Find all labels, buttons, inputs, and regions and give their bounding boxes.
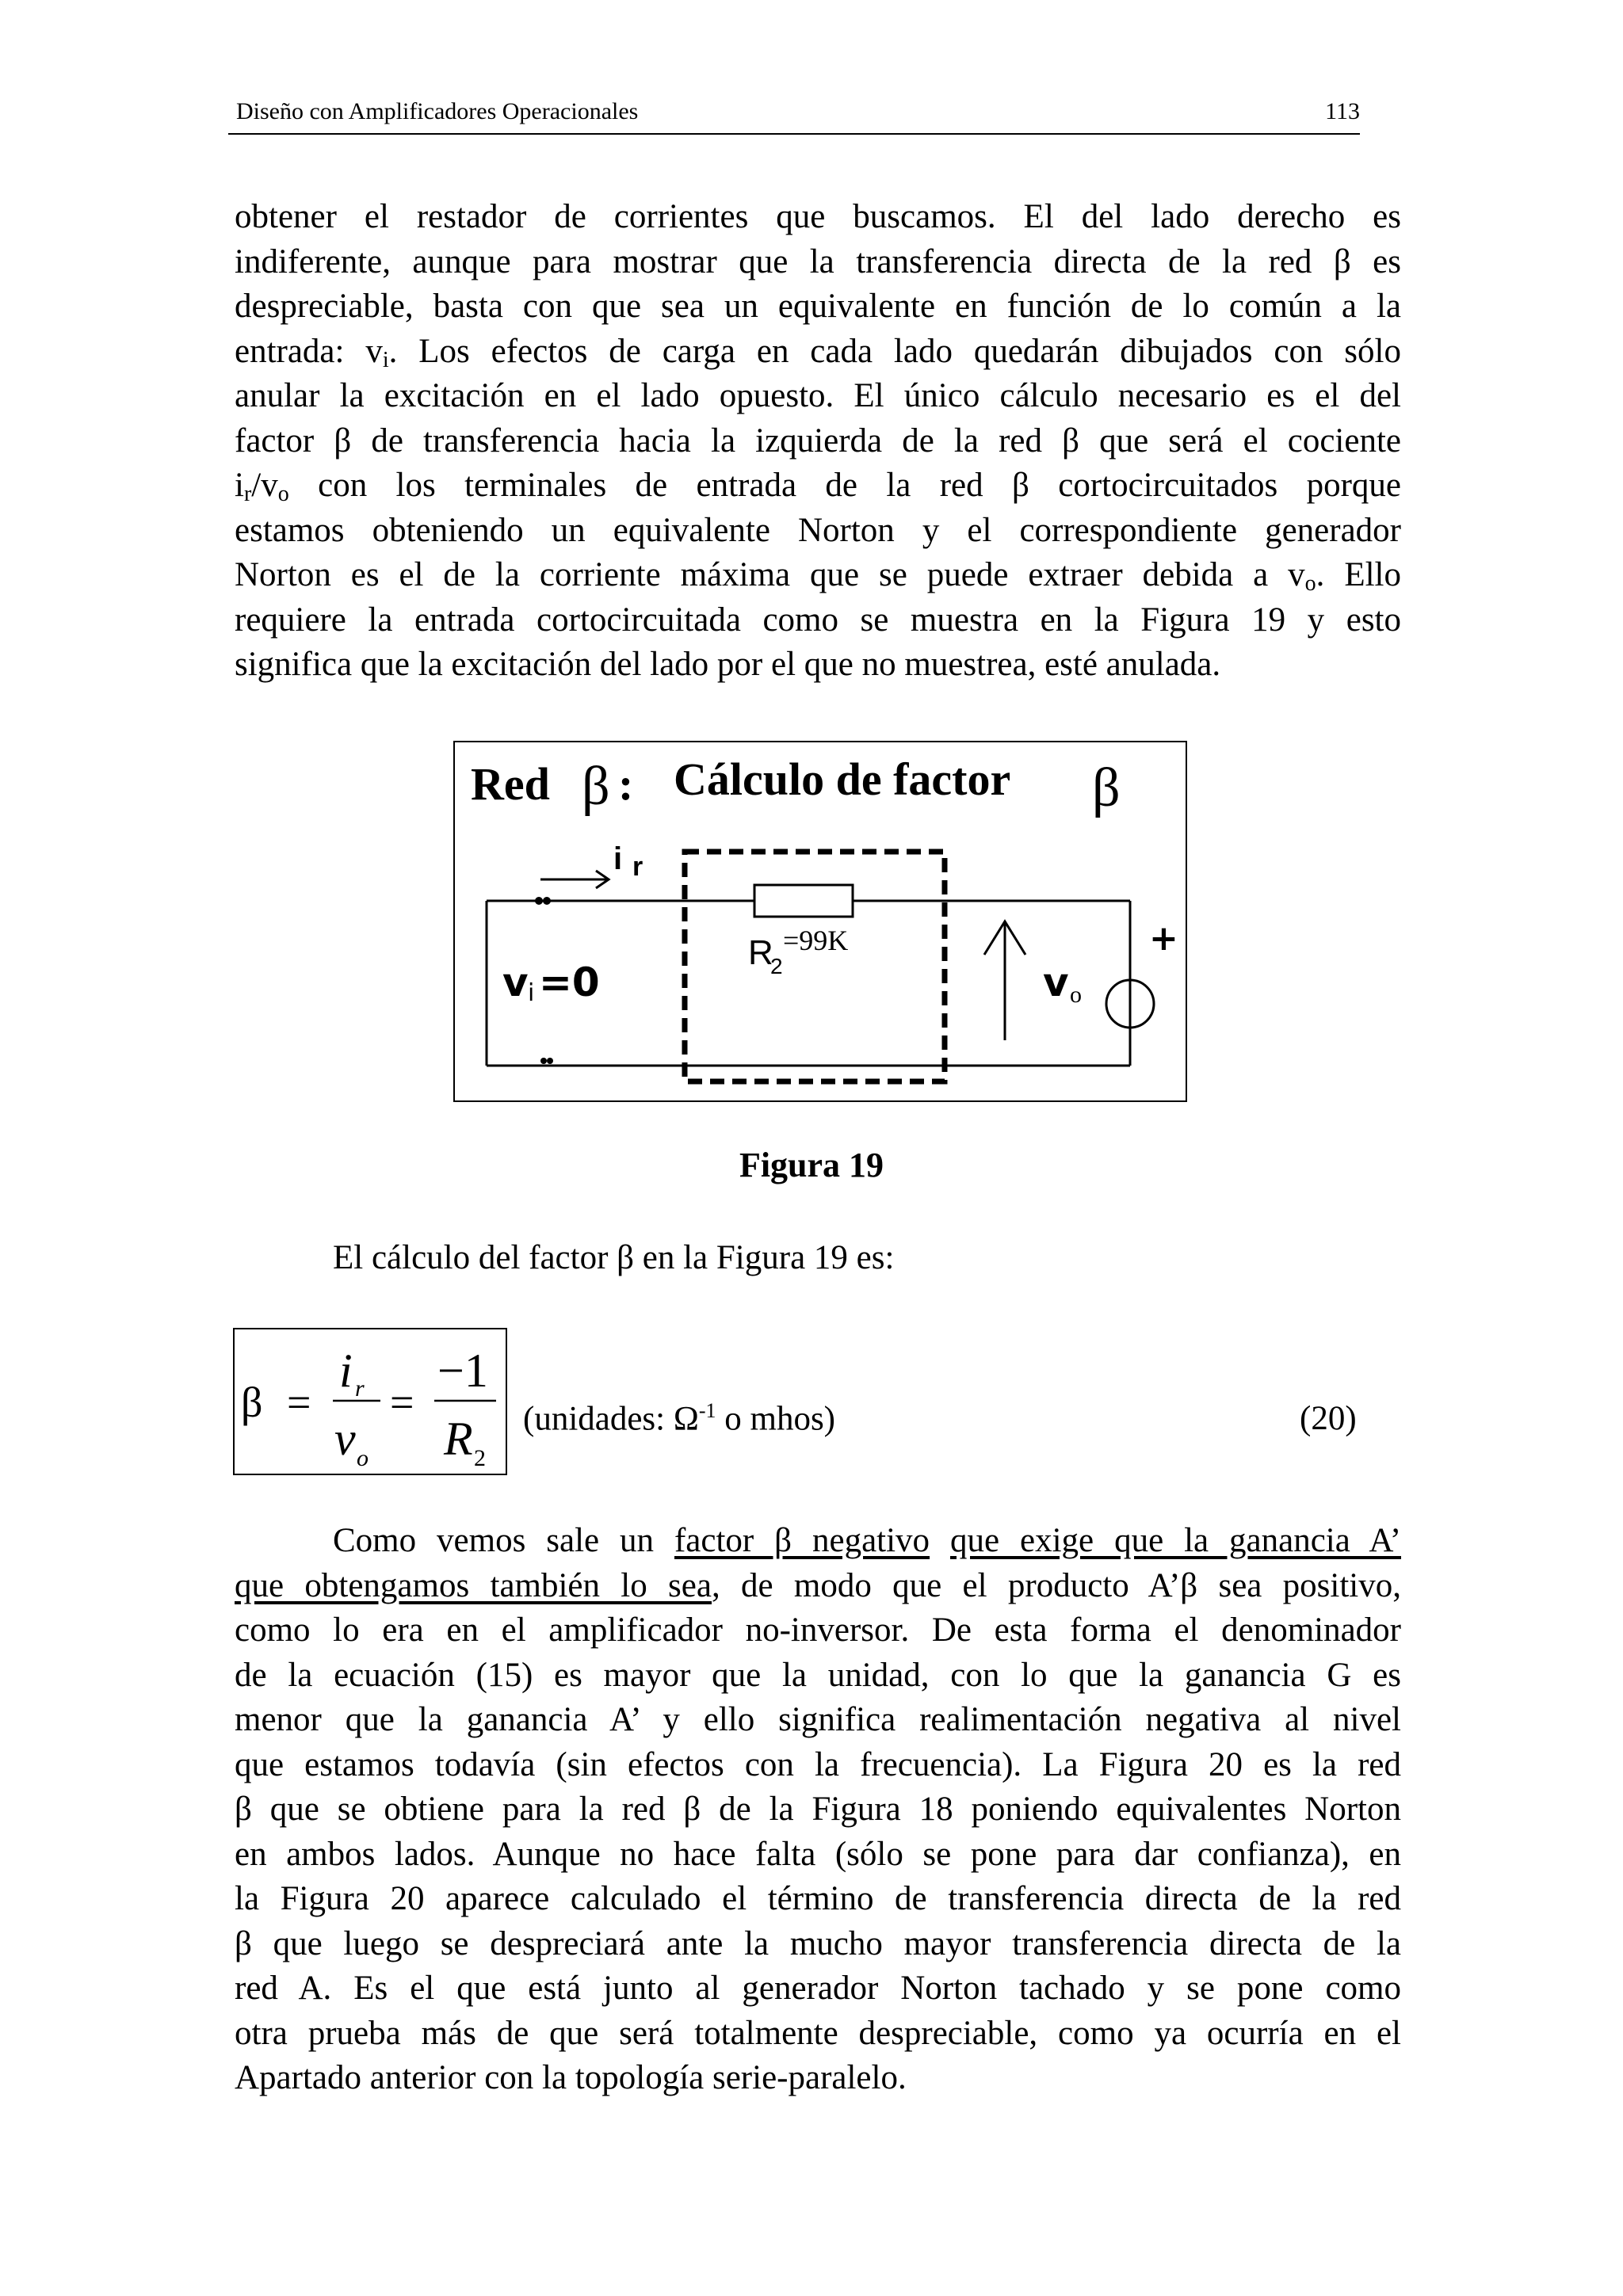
text-fragment: . Ello <box>1316 556 1401 593</box>
text-line: requiere la entrada cortocircuitada como se muestra en la Figura 19 y esto <box>235 601 1401 639</box>
eq-den2-sub: 2 <box>474 1445 486 1471</box>
text-line: red A. Es el que está junto al generador Norton tachado y se pone como <box>235 1970 1401 2007</box>
vo-label-sub: o <box>1070 982 1082 1008</box>
eq-equals: = <box>390 1379 414 1426</box>
units-exponent: -1 <box>698 1399 716 1422</box>
text-fragment: i <box>235 467 244 504</box>
equation-number: (20) <box>1300 1400 1357 1437</box>
text-line <box>235 1564 1401 1609</box>
current-label-r: r <box>632 852 643 882</box>
subscript: o <box>1304 571 1316 596</box>
text-fragment: con los terminales de entrada de la red β cortocircuitados porque <box>318 467 1402 504</box>
text-fragment: . <box>388 332 398 370</box>
equation-box <box>233 1328 507 1475</box>
terminal-dot <box>547 1058 553 1064</box>
resistor-value: =99K <box>783 925 849 956</box>
underlined-text: que exige que la ganancia A’ <box>950 1522 1402 1559</box>
eq-den1-o: o <box>357 1445 369 1471</box>
figure-title-calc: Cálculo de factor <box>674 753 1011 805</box>
vi-label-v: v <box>502 959 529 1005</box>
text-line <box>235 330 1401 375</box>
text-line: anular la excitación en el lado opuesto. El único cálculo necesario es el del <box>235 377 1401 414</box>
text-line: despreciable, basta con que sea un equivalente en función de lo común a la <box>235 288 1401 325</box>
eq-equals: = <box>287 1379 311 1426</box>
figure-title-colon: : <box>618 758 634 810</box>
text-line: factor β de transferencia hacia la izquierda de la red β que será el cociente <box>235 421 1401 460</box>
resistor-label-sub: 2 <box>770 954 783 978</box>
underlined-text: factor β negativo <box>674 1522 930 1559</box>
text-line: como lo era en el amplificador no-inversor. De esta forma el denominador <box>235 1611 1401 1649</box>
text-line <box>235 463 1401 509</box>
text-line: β que luego se despreciará ante la mucho mayor transferencia directa de la <box>235 1924 1401 1962</box>
page-header <box>228 95 1360 135</box>
text-line: menor que la ganancia A’ y ello significa realimentación negativa al nivel <box>235 1701 1401 1738</box>
text-line: que estamos todavía (sin efectos con la frecuencia). La Figura 20 es la red <box>235 1745 1401 1783</box>
subscript: r <box>243 482 252 506</box>
current-label-i: i <box>613 841 623 876</box>
eq-num2: −1 <box>437 1344 488 1397</box>
text-line: la Figura 20 aparece calculado el término de transferencia directa de la red <box>235 1880 1401 1917</box>
subscript: o <box>277 482 289 506</box>
beta-symbol: β <box>1092 757 1121 818</box>
text-line: Apartado anterior con la topología serie-paralelo. <box>235 2059 907 2096</box>
equation-svg <box>235 1329 506 1474</box>
polarity-plus: + <box>1149 918 1178 959</box>
figure-title-red: Red <box>471 758 550 810</box>
eq-den2-r: R <box>444 1413 473 1465</box>
resistor-r2 <box>754 885 853 917</box>
subscript: i <box>382 347 389 372</box>
text-fragment: v <box>1288 556 1305 593</box>
units-prefix: (unidades: Ω <box>523 1400 699 1438</box>
paragraph-2 <box>235 1519 1401 2101</box>
eq-num1-i: i <box>339 1344 353 1397</box>
text-line: estamos obteniendo un equivalente Norton y el correspondiente generador <box>235 511 1401 549</box>
vi-label-eq: =0 <box>539 959 600 1005</box>
text-line: obtener el restador de corrientes que buscamos. El del lado derecho es <box>235 198 1401 235</box>
intro-line: El cálculo del factor β en la Figura 19 es: <box>333 1239 895 1276</box>
page-number: 113 <box>1325 98 1360 124</box>
eq-den1-v: v <box>334 1413 356 1465</box>
terminal-dot <box>540 1058 547 1064</box>
text-fragment: Los efectos de carga en cada lado quedarán dibujados con sólo <box>418 332 1401 370</box>
text-line: en ambos lados. Aunque no hace falta (sólo se pone para dar confianza), en <box>235 1835 1401 1873</box>
vo-label-v: v <box>1043 959 1069 1005</box>
beta-symbol: β <box>582 756 610 817</box>
text-line <box>235 1519 1401 1564</box>
equation-units <box>523 1399 835 1438</box>
paragraph-1 <box>235 195 1401 688</box>
text-fragment: /v <box>251 467 278 504</box>
text-line: indiferente, aunque para mostrar que la transferencia directa de la red β es <box>235 242 1401 280</box>
text-fragment <box>930 1522 950 1559</box>
units-suffix: o mhos) <box>716 1400 835 1438</box>
figure-19-diagram <box>453 741 1187 1102</box>
text-line: β que se obtiene para la red β de la Figura 18 poniendo equivalentes Norton <box>235 1791 1401 1828</box>
text-fragment: , de modo que el producto A’β sea positivo, <box>711 1566 1401 1604</box>
circuit-diagram <box>455 742 1186 1100</box>
text-line: de la ecuación (15) es mayor que la unidad, con lo que la ganancia G es <box>235 1656 1401 1694</box>
header-title: Diseño con Amplificadores Operacionales <box>236 98 639 124</box>
eq-num1-r: r <box>355 1375 365 1402</box>
resistor-label-r: R <box>748 933 773 972</box>
text-fragment: Como vemos sale un <box>333 1522 674 1559</box>
text-fragment: entrada: v <box>235 332 383 370</box>
eq-beta: β <box>241 1379 263 1426</box>
text-line <box>235 553 1401 598</box>
text-line: otra prueba más de que será totalmente despreciable, como ya ocurría en el <box>235 2014 1401 2052</box>
text-line: significa que la excitación del lado por el que no muestrea, esté anulada. <box>235 646 1221 683</box>
figure-caption: Figura 19 <box>739 1146 884 1184</box>
underlined-text: que obtengamos también lo sea <box>235 1566 712 1604</box>
text-fragment: Norton es el de la corriente máxima que se puede extraer debida a <box>235 556 1269 593</box>
vi-label-sub: i <box>528 979 535 1007</box>
